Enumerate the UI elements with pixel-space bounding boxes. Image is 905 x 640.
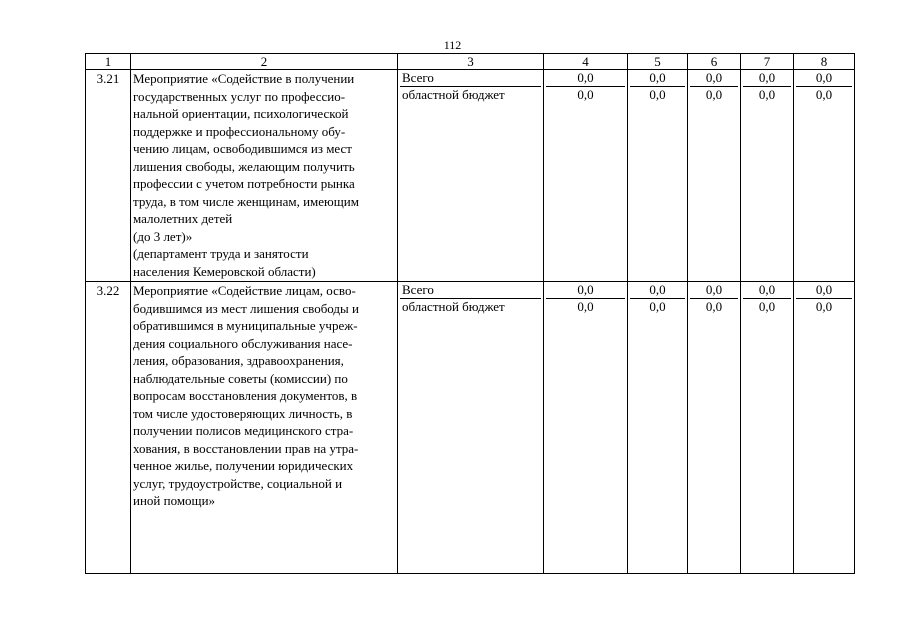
- value: 0,0: [758, 87, 776, 102]
- row-number: 3.21: [86, 70, 131, 282]
- description-line: том числе удостоверяющих личность, в: [133, 405, 353, 421]
- value: 0,0: [690, 70, 738, 87]
- description-line: дения социального обслуживания насе-: [133, 335, 353, 351]
- value: 0,0: [705, 299, 723, 314]
- description-line: нальной ориентации, психологической: [133, 106, 349, 121]
- value: 0,0: [630, 282, 685, 299]
- value-cell: [628, 70, 688, 282]
- value-cell: [544, 282, 628, 574]
- description-line: ченное жилье, получении юридических: [133, 458, 354, 473]
- header-cell: 5: [628, 54, 688, 70]
- description-line: населения Кемеровской области): [133, 263, 316, 279]
- value: 0,0: [743, 70, 791, 87]
- value: 0,0: [577, 87, 594, 102]
- value: 0,0: [690, 282, 738, 299]
- description-line: поддержке и профессиональному обу-: [133, 123, 346, 139]
- description-line: Мероприятие «Содействие лицам, осво-: [133, 283, 356, 298]
- value: 0,0: [743, 282, 791, 299]
- description-line: наблюдательные советы (комиссии) по: [133, 370, 348, 386]
- header-cell: 8: [794, 54, 855, 70]
- description-line: профессии с учетом потребности рынка: [133, 176, 355, 191]
- description-line: Мероприятие «Содействие в получении: [133, 71, 355, 86]
- description-line: услуг, трудоустройстве, социальной и: [133, 475, 343, 491]
- header-cell: 4: [544, 54, 628, 70]
- row-description: [131, 70, 398, 282]
- value: 0,0: [546, 70, 625, 87]
- description-line: лишения свободы, желающим получить: [133, 158, 355, 174]
- description-line: (до 3 лет)»: [133, 228, 193, 244]
- value-cell: [688, 282, 741, 574]
- value-cell: [688, 70, 741, 282]
- page-number: 112: [443, 38, 462, 52]
- description-line: ления, образования, здравоохранения,: [133, 353, 344, 368]
- value: 0,0: [630, 70, 685, 87]
- value: 0,0: [796, 70, 852, 87]
- description-line: обратившимся в муниципальные учреж-: [133, 318, 358, 333]
- description-line: вопросам восстановления документов, в: [133, 388, 358, 403]
- budget-table: [85, 53, 855, 574]
- table-row: [86, 282, 855, 574]
- table-header-row: [86, 54, 855, 70]
- value-cell: [794, 282, 855, 574]
- funding-sources: [398, 282, 544, 574]
- description-line: государственных услуг по профессио-: [133, 88, 346, 104]
- value-cell: [794, 70, 855, 282]
- funding-sources: [398, 70, 544, 282]
- row-description: [131, 282, 398, 574]
- value: 0,0: [796, 282, 852, 299]
- header-cell: 2: [131, 54, 398, 70]
- value: 0,0: [815, 87, 833, 102]
- value-cell: [741, 282, 794, 574]
- value: 0,0: [649, 299, 666, 314]
- value: 0,0: [649, 87, 666, 102]
- description-line: чению лицам, освободившимся из мест: [133, 141, 352, 156]
- source-label: Всего: [400, 70, 541, 87]
- description-line: малолетних детей: [133, 211, 233, 226]
- description-line: получении полисов медицинского стра-: [133, 423, 354, 438]
- source-label: областной бюджет: [402, 87, 505, 102]
- description-line: труда, в том числе женщинам, имеющим: [133, 193, 359, 209]
- table-row: [86, 70, 855, 282]
- source-label: областной бюджет: [402, 299, 505, 314]
- description-line: (департамент труда и занятости: [133, 246, 309, 261]
- value-cell: [628, 282, 688, 574]
- header-cell: 1: [86, 54, 131, 70]
- value-cell: [544, 70, 628, 282]
- value: 0,0: [546, 282, 625, 299]
- header-cell: 3: [398, 54, 544, 70]
- value: 0,0: [705, 87, 723, 102]
- description-line: иной помощи»: [133, 493, 216, 508]
- value: 0,0: [758, 299, 776, 314]
- source-label: Всего: [400, 282, 541, 299]
- value-cell: [741, 70, 794, 282]
- description-line: хования, в восстановлении прав на утра-: [133, 440, 359, 456]
- header-cell: 7: [741, 54, 794, 70]
- row-number: 3.22: [86, 282, 131, 574]
- value: 0,0: [815, 299, 833, 314]
- header-cell: 6: [688, 54, 741, 70]
- description-line: бодившимся из мест лишения свободы и: [133, 300, 359, 316]
- value: 0,0: [577, 299, 594, 314]
